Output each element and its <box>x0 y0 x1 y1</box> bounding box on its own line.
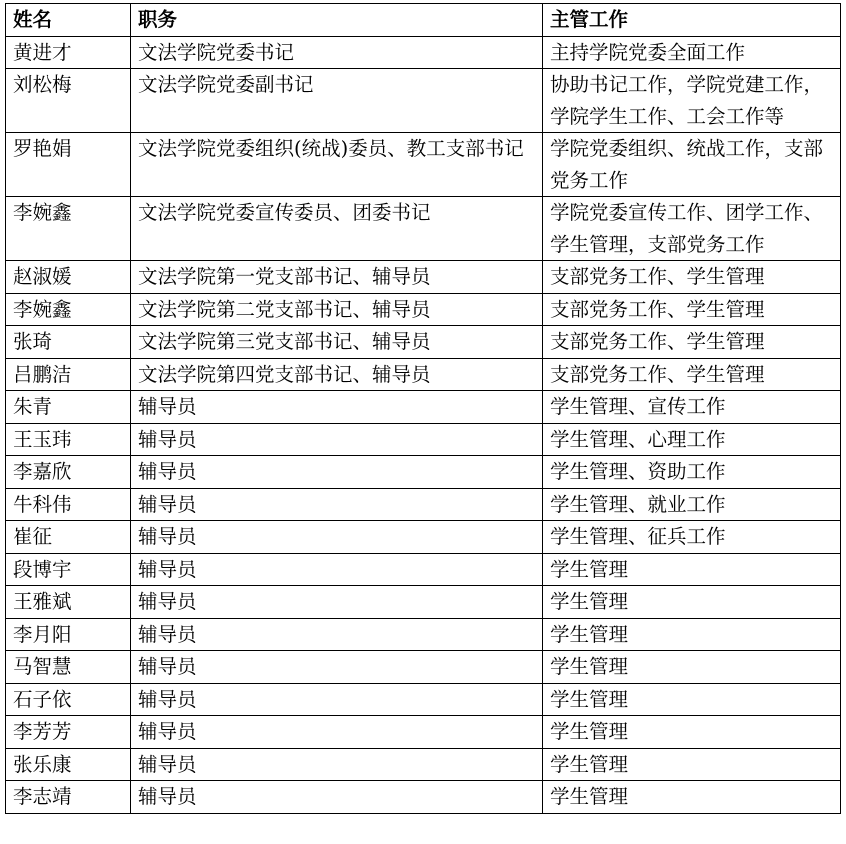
table-row <box>6 293 841 326</box>
table-row <box>6 488 841 521</box>
cell-name: 李志靖 <box>6 781 131 814</box>
table-row <box>6 69 841 133</box>
table-row <box>6 36 841 69</box>
cell-work: 学生管理、就业工作 <box>543 488 841 521</box>
cell-duty: 辅导员 <box>131 748 543 781</box>
table-row <box>6 197 841 261</box>
cell-work: 支部党务工作、学生管理 <box>543 293 841 326</box>
cell-name: 李月阳 <box>6 618 131 651</box>
cell-name: 赵淑媛 <box>6 261 131 294</box>
cell-name: 王玉玮 <box>6 423 131 456</box>
cell-duty: 辅导员 <box>131 391 543 424</box>
cell-duty: 文法学院党委书记 <box>131 36 543 69</box>
cell-work: 学生管理 <box>543 781 841 814</box>
cell-work: 学生管理 <box>543 716 841 749</box>
cell-name: 黄进才 <box>6 36 131 69</box>
table-row <box>6 326 841 359</box>
cell-duty: 辅导员 <box>131 618 543 651</box>
cell-name: 李芳芳 <box>6 716 131 749</box>
cell-name: 李婉鑫 <box>6 293 131 326</box>
table-body <box>6 36 841 813</box>
cell-duty: 辅导员 <box>131 423 543 456</box>
cell-duty: 文法学院第二党支部书记、辅导员 <box>131 293 543 326</box>
table-header-row <box>6 4 841 37</box>
cell-name: 朱青 <box>6 391 131 424</box>
cell-work: 学生管理 <box>543 586 841 619</box>
table-row <box>6 391 841 424</box>
cell-duty: 文法学院第四党支部书记、辅导员 <box>131 358 543 391</box>
header-work: 主管工作 <box>543 4 841 37</box>
cell-work: 学生管理 <box>543 748 841 781</box>
cell-name: 石子依 <box>6 683 131 716</box>
cell-work: 学院党委宣传工作、团学工作、学生管理，支部党务工作 <box>543 197 841 261</box>
cell-duty: 辅导员 <box>131 651 543 684</box>
cell-duty: 文法学院党委组织(统战)委员、教工支部书记 <box>131 133 543 197</box>
cell-duty: 文法学院党委宣传委员、团委书记 <box>131 197 543 261</box>
header-name: 姓名 <box>6 4 131 37</box>
cell-duty: 文法学院第三党支部书记、辅导员 <box>131 326 543 359</box>
cell-work: 支部党务工作、学生管理 <box>543 358 841 391</box>
cell-duty: 辅导员 <box>131 781 543 814</box>
cell-duty: 辅导员 <box>131 586 543 619</box>
table-row <box>6 651 841 684</box>
cell-duty: 辅导员 <box>131 716 543 749</box>
cell-name: 吕鹏洁 <box>6 358 131 391</box>
cell-work: 支部党务工作、学生管理 <box>543 261 841 294</box>
table-row <box>6 261 841 294</box>
cell-duty: 文法学院党委副书记 <box>131 69 543 133</box>
cell-work: 学院党委组织、统战工作，支部党务工作 <box>543 133 841 197</box>
cell-name: 罗艳娟 <box>6 133 131 197</box>
table-row <box>6 781 841 814</box>
cell-work: 学生管理 <box>543 618 841 651</box>
cell-name: 刘松梅 <box>6 69 131 133</box>
cell-name: 牛科伟 <box>6 488 131 521</box>
cell-duty: 文法学院第一党支部书记、辅导员 <box>131 261 543 294</box>
table-row <box>6 716 841 749</box>
cell-duty: 辅导员 <box>131 553 543 586</box>
cell-duty: 辅导员 <box>131 456 543 489</box>
cell-work: 协助书记工作，学院党建工作，学院学生工作、工会工作等 <box>543 69 841 133</box>
cell-duty: 辅导员 <box>131 683 543 716</box>
cell-work: 主持学院党委全面工作 <box>543 36 841 69</box>
table-row <box>6 586 841 619</box>
cell-work: 学生管理 <box>543 553 841 586</box>
cell-name: 张琦 <box>6 326 131 359</box>
cell-duty: 辅导员 <box>131 521 543 554</box>
cell-name: 段博宇 <box>6 553 131 586</box>
table-row <box>6 133 841 197</box>
cell-name: 马智慧 <box>6 651 131 684</box>
staff-duty-table <box>5 3 841 814</box>
cell-work: 学生管理、资助工作 <box>543 456 841 489</box>
table-row <box>6 553 841 586</box>
cell-name: 李婉鑫 <box>6 197 131 261</box>
cell-name: 李嘉欣 <box>6 456 131 489</box>
table-row <box>6 358 841 391</box>
table-row <box>6 456 841 489</box>
cell-name: 崔征 <box>6 521 131 554</box>
cell-name: 张乐康 <box>6 748 131 781</box>
cell-work: 学生管理、征兵工作 <box>543 521 841 554</box>
cell-work: 学生管理、宣传工作 <box>543 391 841 424</box>
cell-work: 学生管理 <box>543 651 841 684</box>
header-duty: 职务 <box>131 4 543 37</box>
table-row <box>6 683 841 716</box>
cell-work: 支部党务工作、学生管理 <box>543 326 841 359</box>
cell-name: 王雅斌 <box>6 586 131 619</box>
table-row <box>6 618 841 651</box>
table-row <box>6 423 841 456</box>
cell-work: 学生管理 <box>543 683 841 716</box>
cell-duty: 辅导员 <box>131 488 543 521</box>
cell-work: 学生管理、心理工作 <box>543 423 841 456</box>
table-row <box>6 521 841 554</box>
table-row <box>6 748 841 781</box>
